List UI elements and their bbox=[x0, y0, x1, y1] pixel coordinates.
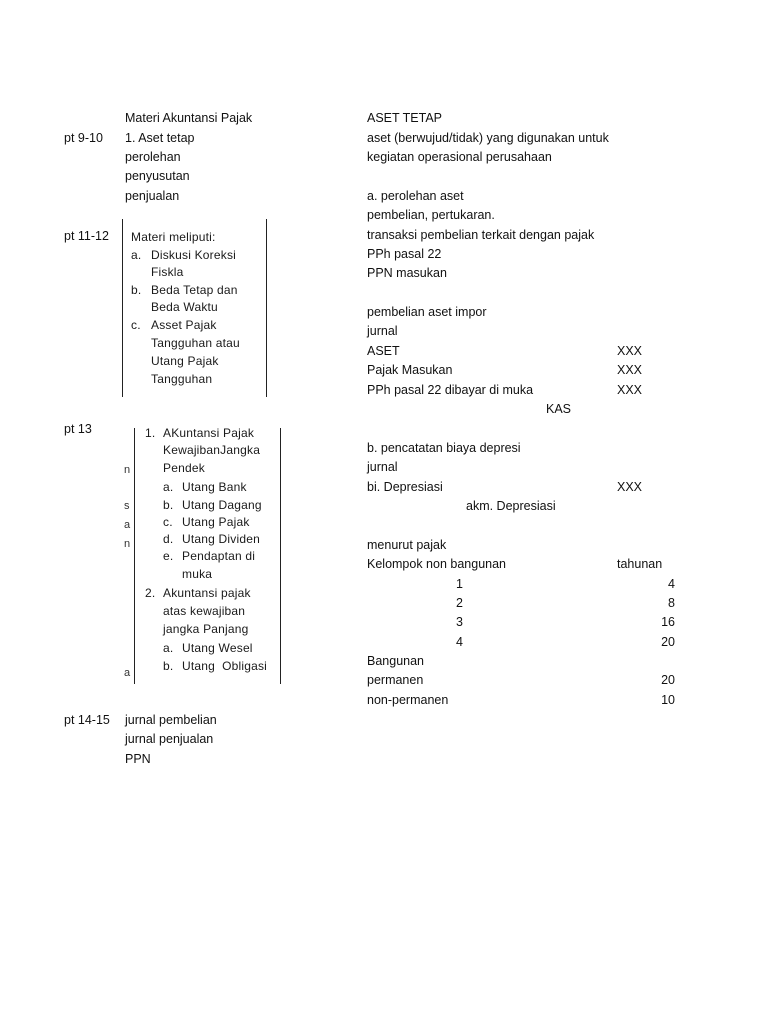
journal2-credit: akm. Depresiasi bbox=[466, 499, 556, 513]
box1-item-line: Beda Waktu bbox=[151, 300, 218, 314]
box2-sub-marker: b. bbox=[163, 659, 174, 673]
bangunan-label: Bangunan bbox=[367, 654, 425, 668]
table-years: 8 bbox=[668, 596, 675, 610]
journal1-account: Pajak Masukan bbox=[367, 363, 453, 377]
bangunan-row-years: 20 bbox=[661, 673, 675, 687]
journal1-account: PPh pasal 22 dibayar di muka bbox=[367, 383, 534, 397]
box2-sub-marker: a. bbox=[163, 480, 174, 494]
box2-item-line: AKuntansi Pajak bbox=[163, 426, 255, 440]
sec4-line: jurnal penjualan bbox=[125, 732, 214, 746]
right-title: ASET TETAP bbox=[367, 111, 443, 125]
box2-marker: 2. bbox=[145, 586, 156, 600]
sec1-line: 1. Aset tetap bbox=[125, 131, 195, 145]
table-years: 4 bbox=[668, 577, 675, 591]
box1-left-border bbox=[122, 219, 123, 397]
impor-line: pembelian aset impor bbox=[367, 305, 487, 319]
box1-marker: b. bbox=[131, 283, 142, 297]
box2-sub-line: Utang Obligasi bbox=[182, 659, 268, 673]
box2-left-border bbox=[134, 428, 135, 684]
definition-line: kegiatan operasional perusahaan bbox=[367, 150, 552, 164]
box2-sub-line: Utang Wesel bbox=[182, 641, 253, 655]
depresi-line: b. pencatatan biaya depresi bbox=[367, 441, 521, 455]
box1-title: Materi meliputi: bbox=[131, 230, 216, 244]
clipped-fragment: n bbox=[124, 464, 131, 476]
table-col1-header: Kelompok non bangunan bbox=[367, 557, 507, 571]
journal1-account: ASET bbox=[367, 344, 400, 358]
box2-marker: 1. bbox=[145, 426, 156, 440]
box1-marker: c. bbox=[131, 318, 141, 332]
clipped-fragment: a bbox=[124, 519, 131, 531]
bangunan-row-label: non-permanen bbox=[367, 693, 449, 707]
perolehan-line: pembelian, pertukaran. bbox=[367, 208, 495, 222]
box2-item-line: atas kewajiban bbox=[163, 604, 246, 618]
box2-sub-line: Utang Dagang bbox=[182, 498, 262, 512]
box2-sub-line: Utang Pajak bbox=[182, 515, 250, 529]
sec4-line: jurnal pembelian bbox=[125, 713, 217, 727]
sec1-line: penjualan bbox=[125, 189, 180, 203]
table-years: 20 bbox=[661, 635, 675, 649]
section-label-pt-13: pt 13 bbox=[64, 422, 92, 436]
box2-item-line: KewajibanJangka bbox=[163, 443, 261, 457]
box1-item-line: Diskusi Koreksi bbox=[151, 248, 237, 262]
impor-line: jurnal bbox=[367, 324, 398, 338]
box1-item-line: Tangguhan bbox=[151, 372, 213, 386]
box2-sub-marker: b. bbox=[163, 498, 174, 512]
perolehan-line: transaksi pembelian terkait dengan pajak bbox=[367, 228, 595, 242]
perolehan-line: PPN masukan bbox=[367, 266, 447, 280]
box2-item-line: Pendek bbox=[163, 461, 205, 475]
menurut-pajak-label: menurut pajak bbox=[367, 538, 447, 552]
box1-item-line: Fiskla bbox=[151, 265, 184, 279]
box1-item-line: Tangguhan atau bbox=[151, 336, 240, 350]
journal2-amount: XXX bbox=[617, 480, 643, 494]
sec1-line: penyusutan bbox=[125, 169, 190, 183]
box2-sub-marker: a. bbox=[163, 641, 174, 655]
box2-sub-marker: c. bbox=[163, 515, 173, 529]
section-label-pt-14-15: pt 14-15 bbox=[64, 713, 110, 727]
journal2-account: bi. Depresiasi bbox=[367, 480, 443, 494]
box2-right-border bbox=[280, 428, 281, 684]
perolehan-line: PPh pasal 22 bbox=[367, 247, 442, 261]
definition-line: aset (berwujud/tidak) yang digunakan untuk bbox=[367, 131, 609, 145]
section-label-pt-11-12: pt 11-12 bbox=[64, 229, 109, 243]
table-years: 16 bbox=[661, 615, 675, 629]
box2-sub-line: Utang Bank bbox=[182, 480, 247, 494]
journal1-amount: XXX bbox=[617, 383, 643, 397]
box1-item-line: Beda Tetap dan bbox=[151, 283, 238, 297]
clipped-fragment: a bbox=[124, 667, 131, 679]
table-group: 2 bbox=[456, 596, 463, 610]
left-header: Materi Akuntansi Pajak bbox=[125, 111, 253, 125]
table-col2-header: tahunan bbox=[617, 557, 663, 571]
box1-right-border bbox=[266, 219, 267, 397]
table-group: 4 bbox=[456, 635, 463, 649]
bangunan-row-years: 10 bbox=[661, 693, 675, 707]
box2-sub-line: Utang Dividen bbox=[182, 532, 260, 546]
sec1-line: perolehan bbox=[125, 150, 181, 164]
depresi-line: jurnal bbox=[367, 460, 398, 474]
perolehan-line: a. perolehan aset bbox=[367, 189, 464, 203]
box2-sub-line: Pendaptan di bbox=[182, 549, 256, 563]
box2-sub-line: muka bbox=[182, 567, 213, 581]
table-group: 1 bbox=[456, 577, 463, 591]
box1-item-line: Asset Pajak bbox=[151, 318, 217, 332]
journal1-amount: XXX bbox=[617, 363, 643, 377]
box2-sub-marker: d. bbox=[163, 532, 174, 546]
clipped-fragment: n bbox=[124, 538, 131, 550]
journal1-credit: KAS bbox=[546, 402, 572, 416]
table-group: 3 bbox=[456, 615, 463, 629]
bangunan-row-label: permanen bbox=[367, 673, 424, 687]
sec4-line: PPN bbox=[125, 752, 151, 766]
box2-item-line: jangka Panjang bbox=[163, 622, 249, 636]
box1-item-line: Utang Pajak bbox=[151, 354, 219, 368]
box2-item-line: Akuntansi pajak bbox=[163, 586, 251, 600]
clipped-fragment: s bbox=[124, 500, 130, 512]
section-label-pt-9-10: pt 9-10 bbox=[64, 131, 103, 145]
box2-sub-marker: e. bbox=[163, 549, 174, 563]
box1-marker: a. bbox=[131, 248, 142, 262]
journal1-amount: XXX bbox=[617, 344, 643, 358]
